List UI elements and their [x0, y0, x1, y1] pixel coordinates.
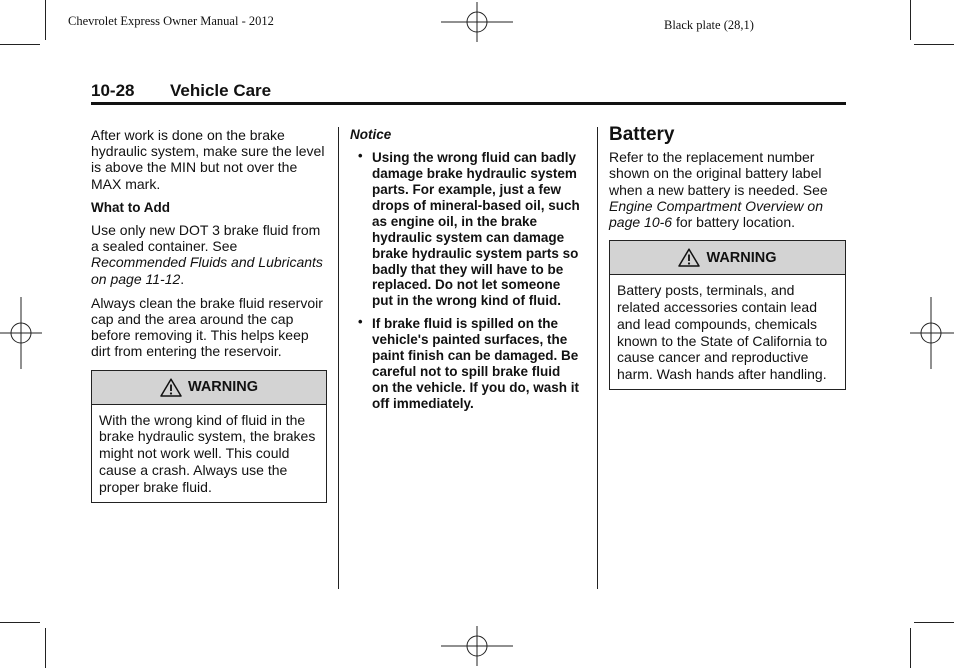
registration-mark-right: [910, 297, 954, 369]
warning-text: Battery posts, terminals, and related accessories contain lead and lead compounds, chemicals known to the State of California to cause cancer and reproductive harm. Wash hands after handling.: [617, 282, 828, 383]
column-1: [91, 127, 327, 503]
heading-rule: [91, 102, 846, 105]
plate-label: Black plate (28,1): [664, 18, 754, 32]
warning-triangle-icon: [678, 248, 700, 267]
warning-header: [92, 371, 326, 405]
warning-label: WARNING: [706, 249, 777, 266]
warning-triangle-icon: [160, 378, 182, 397]
registration-mark-top: [441, 2, 513, 42]
column-divider: [338, 127, 339, 589]
warning-header: [610, 241, 845, 275]
battery-heading: Battery: [609, 124, 675, 145]
warning-label: WARNING: [187, 379, 259, 396]
column-3: [609, 124, 846, 390]
paragraph-dot3: Use only new DOT 3 brake fluid from a sealed container. See Recommended Fluids and Lubricants on page 11-12.: [91, 222, 323, 287]
paragraph-brake-level: After work is done on the brake hydraulic system, make sure the level is above the MIN but not over the MAX mark.: [91, 127, 325, 192]
notice-bullet: • Using the wrong fluid can badly damage brake hydraulic system parts. For example, just a few drops of mineral-based oil, such as engine oil, in the brake hydraulic system can damage brake hydraulic system parts so badly that they will have to be replaced. Do not let someone put in the wrong kind of fluid.: [350, 150, 580, 309]
page-number: 10-28: [91, 81, 135, 100]
section-title: Vehicle Care: [170, 81, 272, 100]
paragraph-clean-cap: Always clean the brake fluid reservoir cap and the area around the cap before removing it. This helps keep dirt from entering the reservoir.: [91, 294, 323, 360]
reference-engine-compartment-link[interactable]: Engine Compartment Overview on page 10-6: [609, 197, 823, 231]
column-2: [350, 127, 580, 419]
registration-mark-bottom: [441, 626, 513, 666]
reference-fluids-link[interactable]: Recommended Fluids and Lubricants on page 11-12: [91, 254, 323, 287]
subheading-what-to-add: What to Add: [91, 199, 170, 215]
notice-bullet: • If brake fluid is spilled on the vehicle's painted surfaces, the paint finish can be damaged. Be careful not to spill brake fluid on the vehicle. If you do, wash it off immediately.: [350, 316, 580, 411]
manual-title: Chevrolet Express Owner Manual - 2012: [68, 14, 274, 28]
warning-box-battery: [609, 240, 846, 390]
warning-box-brake: [91, 370, 327, 503]
paragraph-battery: Refer to the replacement number shown on the original battery label when a new battery is needed. See Engine Compartment Overview on page 10-6 for battery location.: [609, 149, 828, 231]
registration-mark-left: [0, 297, 42, 369]
notice-heading: Notice: [350, 127, 392, 142]
column-divider: [597, 127, 598, 589]
warning-text: With the wrong kind of fluid in the brake hydraulic system, the brakes might not work well. This could cause a crash. Always use the proper brake fluid.: [99, 411, 316, 495]
